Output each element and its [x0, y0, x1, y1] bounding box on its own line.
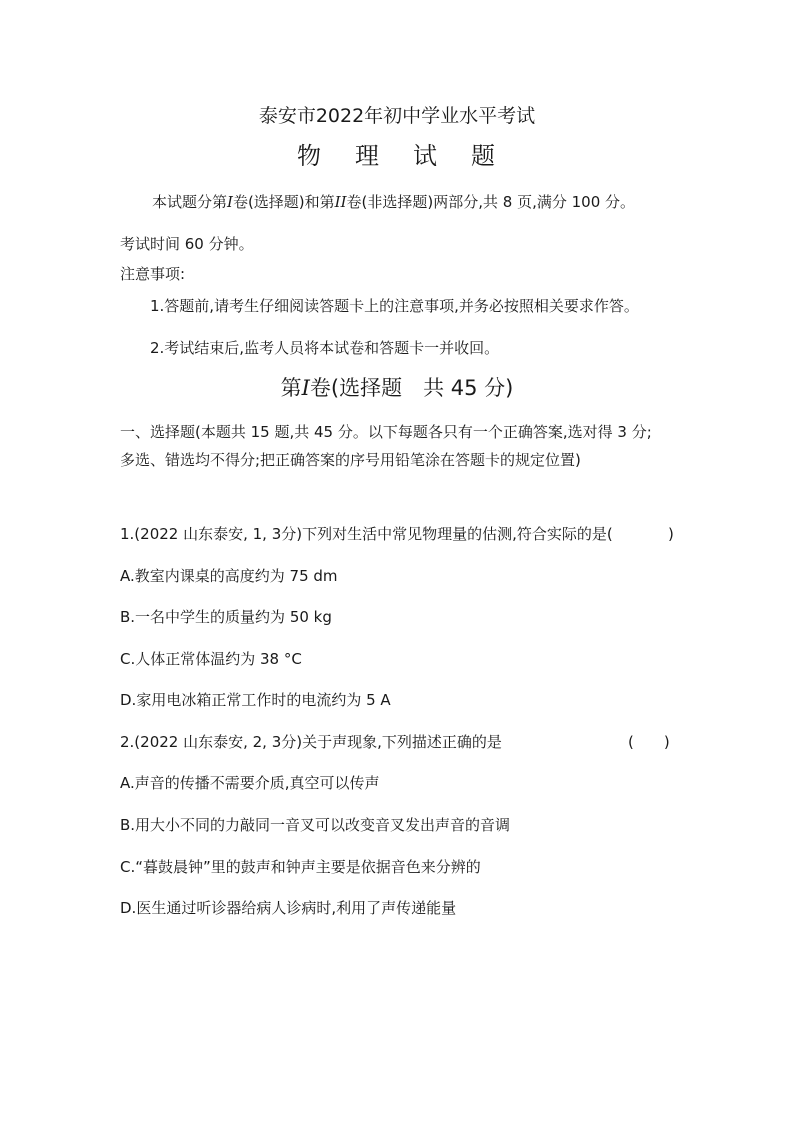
section-text: 卷(选择题 共 45 分): [309, 376, 514, 400]
note-item: 2.考试结束后,监考人员将本试卷和答题卡一并收回。: [150, 339, 500, 357]
subject-heading: [0, 142, 794, 170]
volume-numeral: I: [301, 376, 310, 400]
volume-numeral: II: [334, 193, 347, 211]
intro-text: 卷(选择题)和第: [232, 193, 335, 211]
answer-bracket-close: ): [668, 525, 674, 543]
volume-numeral: I: [227, 193, 233, 211]
subject-char: 理: [355, 142, 381, 170]
section-text: 第: [280, 376, 302, 400]
intro-line-1: [152, 192, 635, 212]
section-heading: [0, 378, 794, 398]
question-option: C.“暮鼓晨钟”里的鼓声和钟声主要是依据音色来分辨的: [120, 858, 481, 876]
notes-heading: 注意事项:: [120, 265, 186, 283]
subject-char: 试: [413, 142, 439, 170]
exam-title: 泰安市2022年初中学业水平考试: [258, 105, 536, 127]
subject-char: 物: [297, 142, 323, 170]
intro-text: 卷(非选择题)两部分,共 8 页,满分 100 分。: [346, 193, 636, 211]
intro-text: 本试题分第: [152, 193, 228, 211]
question-option: B.用大小不同的力敲同一音叉可以改变音叉发出声音的音调: [120, 816, 511, 834]
question-stem: 1.(2022 山东泰安, 1, 3分)下列对生活中常见物理量的估测,符合实际的是(: [120, 525, 613, 543]
note-item: 1.答题前,请考生仔细阅读答题卡上的注意事项,并务必按照相关要求作答。: [150, 297, 639, 315]
question-stem: 2.(2022 山东泰安, 2, 3分)关于声现象,下列描述正确的是: [120, 733, 502, 751]
subject-char: 题: [471, 142, 497, 170]
instructions-line-2: 多选、错选均不得分;把正确答案的序号用铅笔涂在答题卡的规定位置): [120, 451, 581, 469]
question-option: B.一名中学生的质量约为 50 kg: [120, 608, 332, 626]
question-option: C.人体正常体温约为 38 °C: [120, 650, 302, 668]
question-option: D.医生通过听诊器给病人诊病时,利用了声传递能量: [120, 899, 457, 917]
answer-bracket: ( ): [628, 733, 670, 751]
question-option: D.家用电冰箱正常工作时的电流约为 5 A: [120, 691, 391, 709]
question-option: A.声音的传播不需要介质,真空可以传声: [120, 774, 380, 792]
intro-line-2: 考试时间 60 分钟。: [120, 235, 254, 253]
question-option: A.教室内课桌的高度约为 75 dm: [120, 567, 338, 585]
instructions-line-1: 一、选择题(本题共 15 题,共 45 分。以下每题各只有一个正确答案,选对得 3 分;: [120, 423, 652, 441]
